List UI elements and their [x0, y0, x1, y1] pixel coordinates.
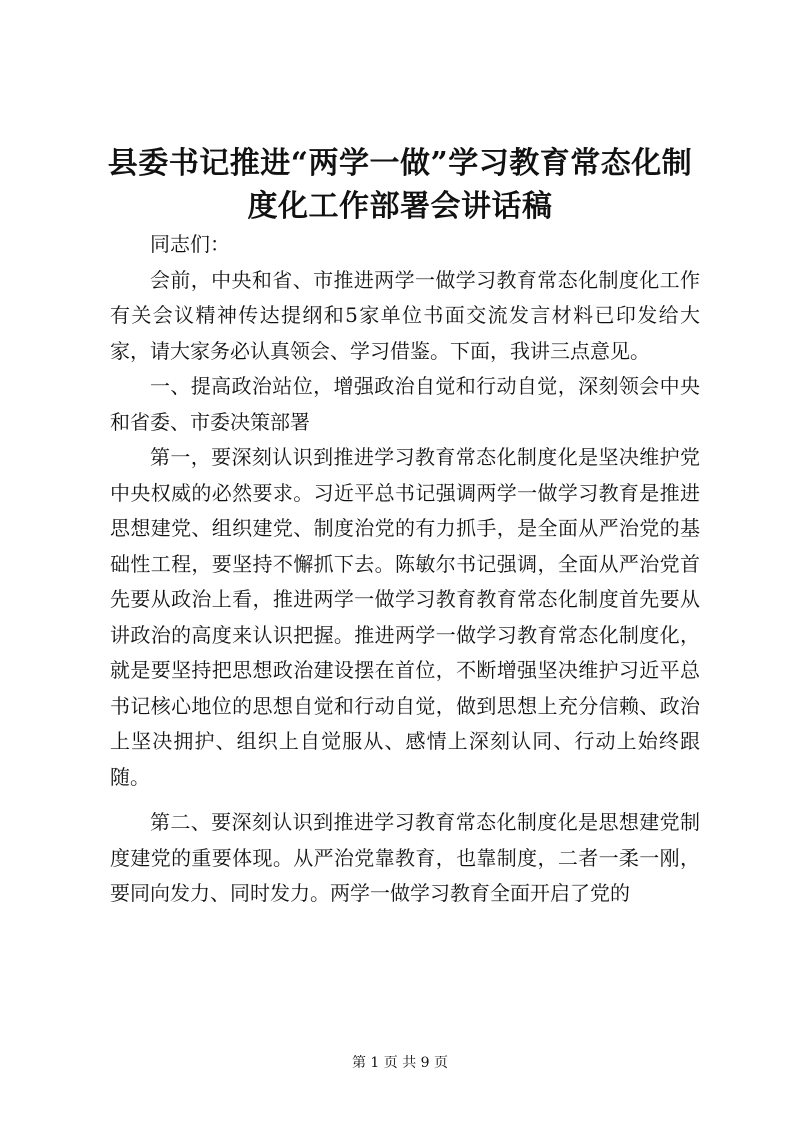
salutation: 同志们：: [150, 232, 230, 256]
document-body: [110, 227, 700, 912]
page-number: 第 1 页 共 9 页: [351, 1055, 449, 1071]
paragraph-point-1: 第一，要深刻认识到推进学习教育常态化制度化是坚决维护党中央权威的必然要求。习近平总书记强调两学一做学习教育是推进思想建党、组织建党、制度治党的有力抓手，是全面从严治党的基础性工程，要坚持不懈抓下去。陈敏尔书记强调，全面从严治党首先要从政治上看，推进两学一做学习教育教育常态化制度首先要从讲政治的高度来认识把握。推进两学一做学习教育常态化制度化，就是要坚持把思想政治建设摆在首位，不断增强坚决维护习近平总书记核心地位的思想自觉和行动自觉，做到思想上充分信赖、政治上坚决拥护、组织上自觉服从、感情上深刻认同、行动上始终跟随。: [110, 445, 700, 789]
section-heading-1: 一、提高政治站位，增强政治自觉和行动自觉，深刻领会中央和省委、市委决策部署: [110, 374, 700, 434]
title-line-1: 县委书记推进“两学一做”学习教育常态化制: [107, 146, 693, 181]
paragraph-point-2: 第二、要深刻认识到推进学习教育常态化制度化是思想建党制度建党的重要体现。从严治党靠教育，也靠制度，二者一柔一刚，要同向发力、同时发力。两学一做学习教育全面开启了党的: [110, 810, 700, 905]
title-line-2: 度化工作部署会讲话稿: [247, 189, 553, 224]
paragraph-intro: 会前，中央和省、市推进两学一做学习教育常态化制度化工作有关会议精神传达提纲和5家单位书面交流发言材料已印发给大家，请大家务必认真领会、学习借鉴。下面，我讲三点意见。: [110, 267, 700, 363]
document-title: [80, 142, 720, 228]
